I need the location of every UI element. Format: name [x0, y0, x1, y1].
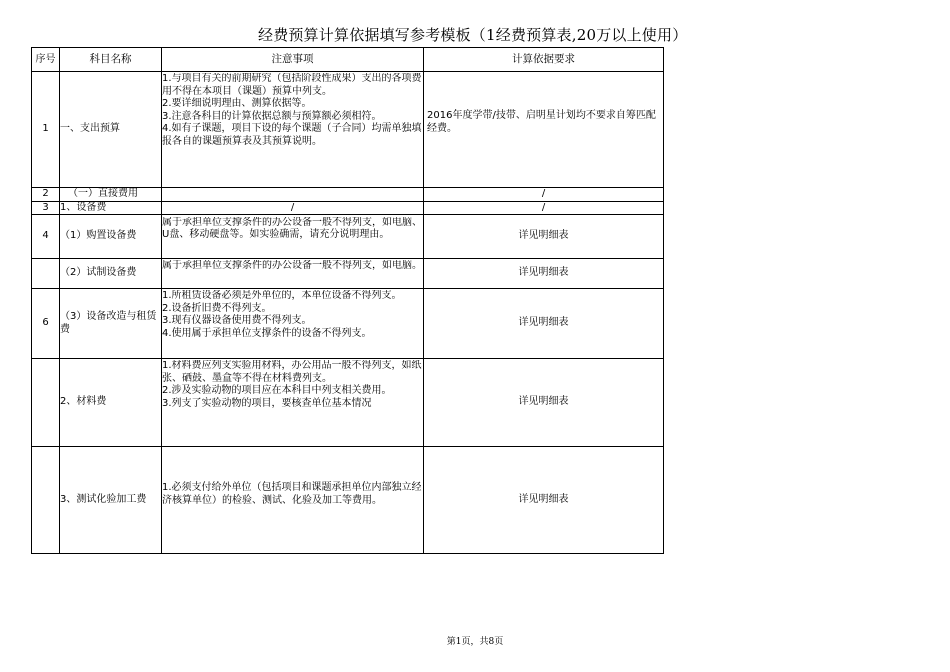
row-seq	[32, 447, 60, 554]
column-header-calc: 计算依据要求	[424, 48, 664, 72]
note-item: 4.如有子课题，项目下设的每个课题（子合同）均需单独填报各自的课题预算表及其预算说明。	[162, 123, 422, 147]
row-notes	[162, 201, 424, 215]
note-item: 2.涉及实验动物的项目应在本科目中列支相关费用。	[162, 385, 392, 396]
note-item: 3.列支了实验动物的项目，要核查单位基本情况	[162, 397, 372, 409]
row-calc: 详见明细表	[424, 259, 664, 289]
calc-text: 2016年度学带/技带、启明星计划均不要求自筹匹配经费。	[427, 110, 656, 134]
row-subject: 2、材料费	[60, 359, 162, 447]
row-subject: （3）设备改造与租赁费	[60, 289, 162, 359]
note-item: 1.必须支付给外单位（包括项目和课题承担单位内部独立经济核算单位）的检验、测试、化验及加工等费用。	[162, 482, 422, 506]
row-seq: 6	[32, 289, 60, 359]
note-item: 2.设备折旧费不得列支。	[162, 302, 272, 314]
note-item: 2.要详细说明理由、测算依据等。	[162, 98, 312, 109]
note-item: /	[290, 201, 295, 213]
page-footer: 第1页，共8页	[446, 637, 504, 647]
note-item: 1.与项目有关的前期研究（包括阶段性成果）支出的各项费用不得在本项目（课题）预算中列支。	[162, 73, 422, 97]
row-subject: 3、测试化验加工费	[60, 447, 162, 554]
table-row	[32, 201, 664, 215]
table-row	[32, 259, 664, 289]
table-row	[32, 289, 664, 359]
column-header-notes: 注意事项	[162, 48, 424, 72]
table-row	[32, 447, 664, 554]
row-notes	[162, 215, 424, 259]
table-row	[32, 72, 664, 188]
budget-table	[31, 47, 664, 554]
note-item: 1.材料费应列支实验用材料，办公用品一般不得列支，如纸张、硒鼓、墨盒等不得在材料费列支。	[162, 360, 422, 384]
note-item: 4.使用属于承担单位支撑条件的设备不得列支。	[162, 327, 372, 339]
note-item: 3.现有仪器设备使用费不得列支。	[162, 315, 312, 326]
row-seq: 4	[32, 215, 60, 259]
row-calc: 详见明细表	[424, 447, 664, 554]
row-notes	[162, 72, 424, 188]
page-title: 经费预算计算依据填写参考模板（1经费预算表,20万以上使用）	[258, 26, 688, 44]
row-subject: （一）直接费用	[60, 188, 162, 202]
row-notes	[162, 259, 424, 289]
row-notes	[162, 447, 424, 554]
row-calc	[424, 72, 664, 188]
table-row	[32, 188, 664, 202]
row-seq: 3	[32, 201, 60, 215]
row-calc: 详见明细表	[424, 289, 664, 359]
table-row	[32, 215, 664, 259]
note-item: 1.所租赁设备必须是外单位的，本单位设备不得列支。	[162, 290, 402, 301]
table-row	[32, 359, 664, 447]
row-subject: 一、支出预算	[60, 72, 162, 188]
note-item: 属于承担单位支撑条件的办公设备一般不得列支，如电脑。	[162, 260, 422, 271]
row-calc: /	[424, 188, 664, 202]
row-seq	[32, 359, 60, 447]
row-notes	[162, 359, 424, 447]
table-header-row	[32, 48, 664, 72]
row-calc: 详见明细表	[424, 359, 664, 447]
row-subject: 1、设备费	[60, 201, 162, 215]
row-subject: （2）试制设备费	[60, 259, 162, 289]
row-calc: 详见明细表	[424, 215, 664, 259]
column-header-seq: 序号	[32, 48, 60, 72]
row-seq	[32, 259, 60, 289]
row-notes	[162, 188, 424, 202]
row-subject: （1）购置设备费	[60, 215, 162, 259]
row-notes	[162, 289, 424, 359]
row-seq: 1	[32, 72, 60, 188]
note-item: 3.注意各科目的计算依据总额与预算额必须相符。	[162, 110, 382, 122]
row-seq: 2	[32, 188, 60, 202]
row-calc: /	[424, 201, 664, 215]
column-header-subject: 科目名称	[60, 48, 162, 72]
note-item: 属于承担单位支撑条件的办公设备一般不得列支，如电脑、U盘、移动硬盘等。如实验确需，请充分说明理由。	[162, 216, 422, 240]
